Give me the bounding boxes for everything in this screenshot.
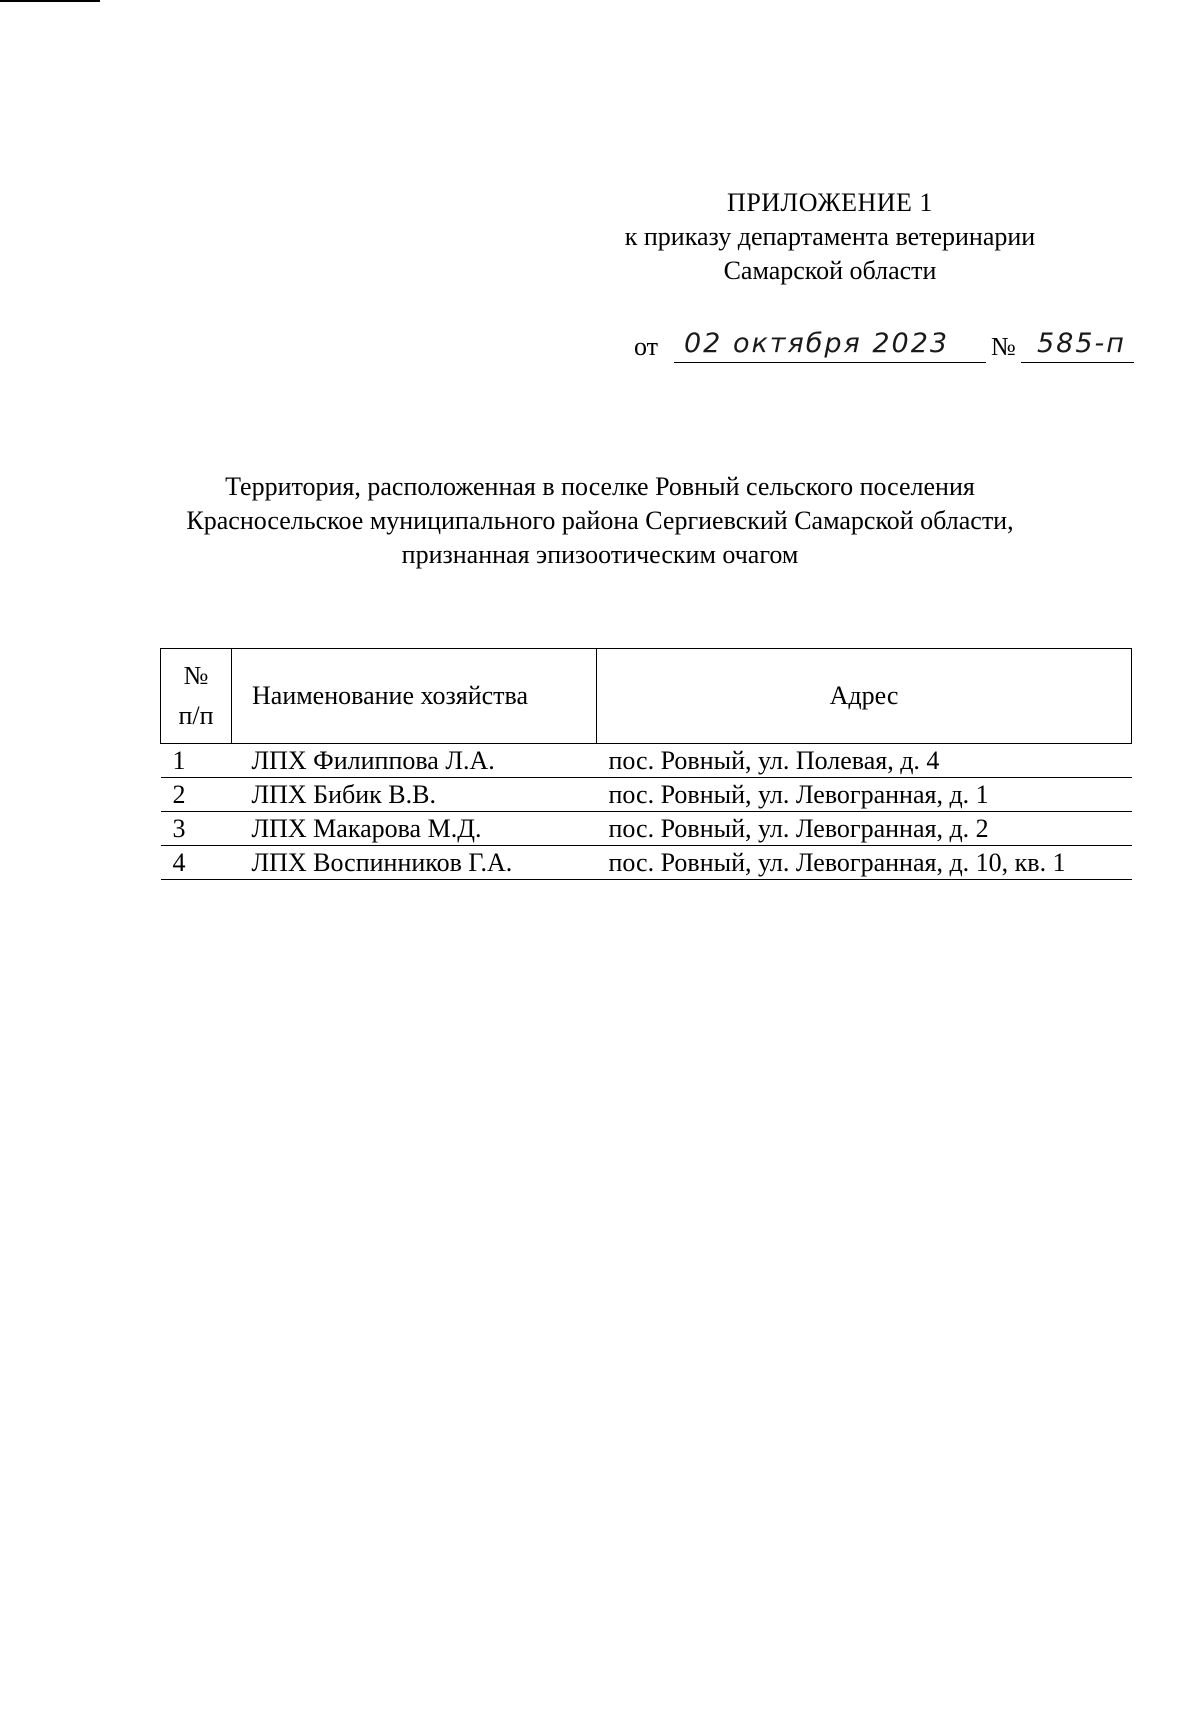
header-farm-name: Наименование хозяйства (232, 649, 597, 744)
order-number-label: № (991, 332, 1016, 361)
header-address: Адрес (597, 649, 1132, 744)
scan-edge-mark (0, 0, 100, 2)
header-number-symbol: № (183, 661, 209, 690)
order-from-label: от (634, 332, 659, 361)
table-row (161, 744, 1132, 778)
header-number (161, 649, 232, 744)
table-row (161, 812, 1132, 846)
title-line-1: Территория, расположенная в поселке Ровный сельского поселения (225, 472, 975, 501)
row-farm-name: ЛПХ Макарова М.Д. (232, 812, 597, 846)
order-line (634, 328, 1134, 368)
table-row (161, 778, 1132, 812)
row-address: пос. Ровный, ул. Левогранная, д. 1 (597, 778, 1132, 812)
row-address: пос. Ровный, ул. Левогранная, д. 2 (597, 812, 1132, 846)
document-title (100, 470, 1100, 572)
order-number-handwritten: 585-п (1037, 328, 1126, 359)
title-line-3: признанная эпизоотическим очагом (401, 540, 799, 569)
row-number: 2 (161, 778, 232, 812)
appendix-region: Самарской области (723, 256, 937, 285)
row-farm-name: ЛПХ Воспинников Г.А. (232, 846, 597, 880)
appendix-block (560, 186, 1100, 288)
row-number: 1 (161, 744, 232, 778)
farms-table (160, 648, 1132, 880)
row-address: пос. Ровный, ул. Левогранная, д. 10, кв. 1 (597, 846, 1132, 880)
row-farm-name: ЛПХ Бибик В.В. (232, 778, 597, 812)
appendix-reference: к приказу департамента ветеринарии (624, 222, 1036, 251)
order-date-handwritten: 02 октября 2023 (684, 328, 950, 359)
row-address: пос. Ровный, ул. Полевая, д. 4 (597, 744, 1132, 778)
appendix-title: ПРИЛОЖЕНИЕ 1 (727, 188, 933, 217)
header-number-abbrev: п/п (178, 701, 214, 730)
order-date-field (674, 328, 986, 363)
title-line-2: Красносельское муниципального района Сергиевский Самарской области, (186, 506, 1014, 535)
order-number-field (1021, 328, 1134, 363)
row-number: 3 (161, 812, 232, 846)
table-header-row (161, 649, 1132, 744)
row-number: 4 (161, 846, 232, 880)
table-row (161, 846, 1132, 880)
row-farm-name: ЛПХ Филиппова Л.А. (232, 744, 597, 778)
